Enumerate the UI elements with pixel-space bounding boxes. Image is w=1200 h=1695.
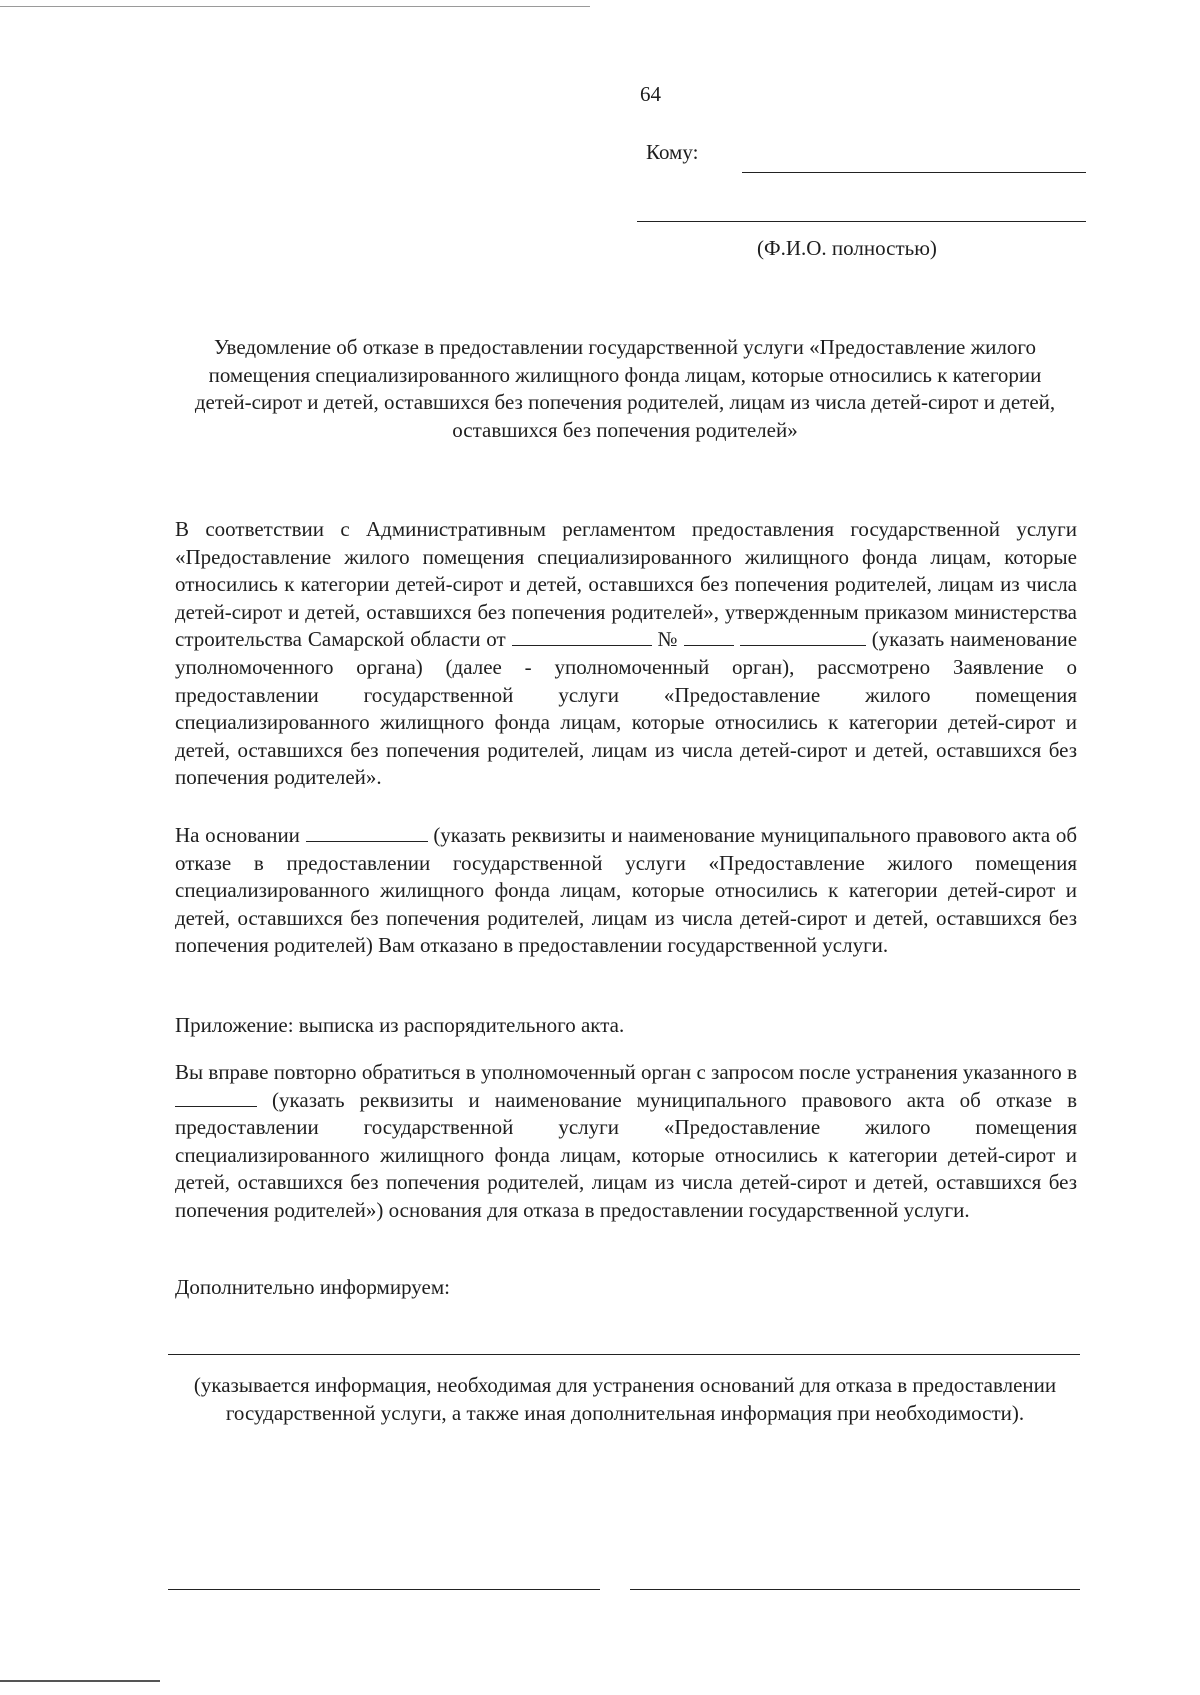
- addressee-label: Кому:: [646, 140, 699, 164]
- paragraph-regulation-part1: В соответствии с Административным регламентом предоставления государственной услуги «Предоставление жилого помещения специализированного жилищного фонда лицам, которые относились к категории детей-сирот и детей, оставшихся без попечения родителей, лицам из числа детей-сирот и детей, оставшихся без попечения родителей», утвержденным приказом министерства строительства Самарской области от: [175, 517, 1077, 652]
- addressee-blank-line-2: [637, 221, 1086, 222]
- paragraph-regulation-part2: (указать наименование уполномоченного органа) (далее - уполномоченный орган), рассмотрено Заявление о предоставлении государственной услуги «Предоставление жилого помещения специализированного жилищного фонда лицам, которые относились к категории детей-сирот и детей, оставшихся без попечения родителей, лицам из числа детей-сирот и детей, оставшихся без попечения родителей».: [175, 627, 1078, 790]
- additional-info-blank-line: [168, 1354, 1080, 1355]
- signature-blank-right: [630, 1589, 1080, 1590]
- paragraph-reapply: [175, 1059, 1077, 1225]
- fio-caption: (Ф.И.О. полностью): [757, 236, 937, 260]
- paragraph-basis-part2: (указать реквизиты и наименование муниципального правового акта об отказе в предоставлении государственной услуги «Предоставление жилого помещения специализированного жилищного фонда лицам, которые относились к категории детей-сирот и детей, оставшихся без попечения родителей, лицам из числа детей-сирот и детей, оставшихся без попечения родителей) Вам отказано в предоставлении государственной услуги.: [175, 823, 1078, 958]
- additional-info-caption: (указывается информация, необходимая для устранения оснований для отказа в предоставлении государственной услуги, а также иная дополнительная информация при необходимости).: [193, 1373, 1057, 1425]
- notice-title: Уведомление об отказе в предоставлении государственной услуги «Предоставление жилого помещения специализированного жилищного фонда лицам, которые относились к категории детей-сирот и детей, оставшихся без попечения родителей, лицам из числа детей-сирот и детей, оставшихся без попечения родителей»: [194, 335, 1056, 442]
- paragraph-additional-info: Дополнительно информируем:: [175, 1275, 450, 1299]
- reapply-blank: [175, 1088, 257, 1107]
- paragraph-basis-part1: На основании: [175, 823, 300, 847]
- paragraph-regulation: [175, 516, 1077, 792]
- signature-blank-left: [168, 1589, 600, 1590]
- addressee-blank-line-1: [742, 172, 1086, 173]
- number-sign: №: [657, 627, 679, 652]
- page-number: 64: [640, 82, 661, 106]
- paragraph-attachment: Приложение: выписка из распорядительного акта.: [175, 1013, 625, 1037]
- authority-blank: [740, 627, 866, 646]
- scan-edge-line: [0, 6, 590, 7]
- basis-blank: [306, 823, 428, 842]
- paragraph-reapply-part1: Вы вправе повторно обратиться в уполномоченный орган с запросом после устранения указанного в: [175, 1060, 1077, 1084]
- scan-edge-line-bottom: [0, 1680, 160, 1682]
- paragraph-reapply-part2: (указать реквизиты и наименование муниципального правового акта об отказе в предоставлении государственной услуги «Предоставление жилого помещения специализированного жилищного фонда лицам, которые относились к категории детей-сирот и детей, оставшихся без попечения родителей, лицам из числа детей-сирот и детей, оставшихся без попечения родителей») основания для отказа в предоставлении государственной услуги.: [175, 1087, 1077, 1222]
- date-blank: [512, 627, 652, 646]
- paragraph-basis: [175, 822, 1077, 960]
- number-blank: [684, 627, 734, 646]
